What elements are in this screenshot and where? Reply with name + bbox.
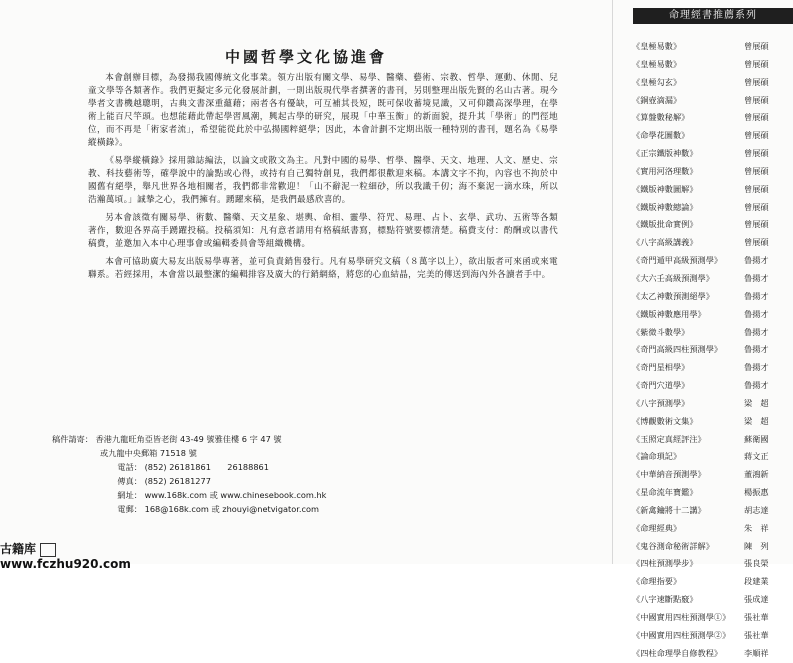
series-item-author: 段建業 xyxy=(744,576,769,587)
series-item-author: 曾展碩 xyxy=(744,201,769,212)
web-label: 網址： xyxy=(117,490,142,500)
series-item-author: 鲁揚才 xyxy=(744,362,769,373)
series-item[interactable] xyxy=(632,341,790,359)
series-item[interactable] xyxy=(632,306,790,324)
fax-label: 傳真： xyxy=(117,476,142,486)
series-item-author: 鲁揚才 xyxy=(744,326,769,337)
series-item-author: 曾展碩 xyxy=(744,41,769,51)
email-label: 電郵： xyxy=(117,504,142,514)
series-item-author: 曾展碩 xyxy=(744,130,769,141)
series-item-author: 梁 超 xyxy=(744,397,769,408)
series-item[interactable] xyxy=(632,56,790,74)
watermark-separator-icon xyxy=(40,543,56,557)
address-row xyxy=(52,432,572,446)
series-item[interactable] xyxy=(632,270,790,288)
series-item[interactable] xyxy=(632,627,790,645)
series-item-author: 胡志達 xyxy=(744,504,769,515)
paragraph-intro: 本會創辦目標，為發揚我國傳統文化事業。領方出版有關文學、易學、醫藥、藝術、宗教、哲學、運動、休閒、兒童文學等各類著作。我們更擬定多元化發展計劃，一則出版現代學者撰著的書刊，另則整理出版先賢的名山古著。現今學者文書機越聰明，古典文書深重蘊藉；兩者各有優缺，可互補其長短，既可保收蓄境見識，又可仰鑽高深學理，在學術上能百尺竿頭。也想能藉此帶起學習風潮，興起古學的研究，展現「中華玉衡」的新面貌，提升其「學術」的門徑地位，而不再是「術家者流」，希望能從此於中弘揚國粹絕學；因此，本會計劃不定期出版一種特別的書刊，題名為《易學縱橫錄》。 xyxy=(88,73,558,148)
fax-row xyxy=(52,474,572,488)
series-item[interactable] xyxy=(632,448,790,466)
series-item[interactable] xyxy=(632,395,790,413)
series-item[interactable] xyxy=(632,645,790,663)
email-row xyxy=(52,502,572,516)
series-item[interactable] xyxy=(632,431,790,449)
series-item-author: 曾展碩 xyxy=(744,148,769,159)
series-item-author: 鲁揚才 xyxy=(744,380,769,391)
series-item-title: 《博觀數術文集》 xyxy=(632,415,698,426)
series-item[interactable] xyxy=(632,199,790,217)
series-item-author: 張良榮 xyxy=(744,558,769,569)
series-item-title: 《命學花圖數》 xyxy=(632,130,690,141)
series-item-title: 《皇極勾玄》 xyxy=(632,76,682,87)
series-item-title: 《皇極易數》 xyxy=(632,41,682,51)
series-item[interactable] xyxy=(632,234,790,252)
series-item-title: 《玉照定真經評注》 xyxy=(632,433,706,444)
series-item[interactable] xyxy=(632,324,790,342)
series-item-title: 《命理指要》 xyxy=(632,576,682,587)
series-item-title: 《實用河洛理數》 xyxy=(632,165,698,176)
series-item-author: 曾展碩 xyxy=(744,219,769,230)
series-item-title: 《中華納音預測學》 xyxy=(632,469,706,480)
series-item-title: 《太乙神數預測絕學》 xyxy=(632,290,714,301)
series-item[interactable] xyxy=(632,252,790,270)
address-label: 稿件請寄： xyxy=(52,434,93,444)
series-item-title: 《大六壬高級預測學》 xyxy=(632,272,714,283)
paragraph-submissions: 另本會該徵有關易學、術數、醫藥、天文星象、堪輿、命相、靈學、符咒、易理、占卜、玄學、武功、五術等各類著作，數迎各界高手踴躍投稿。投稿須知：凡有意者請用有格稿紙書寫，標點符號要標清楚。稿費支付：酌酬或以書代稿費，並邀加入本中心理事會或編輯委員會等組織機構。 xyxy=(88,213,558,249)
series-item-author: 楊振惠 xyxy=(744,487,769,498)
address-line1: 香港九龍旺角亞皆老街 43-49 號雅佳樓 6 字 47 號 xyxy=(95,434,282,444)
series-item-title: 《鐵版神數總論》 xyxy=(632,201,698,212)
series-item[interactable] xyxy=(632,359,790,377)
series-item-author: 曾展碩 xyxy=(744,112,769,123)
phone-label: 電話： xyxy=(117,462,142,472)
series-item-author: 蘇衛國 xyxy=(744,433,769,444)
series-item-title: 《紫微斗數學》 xyxy=(632,326,690,337)
watermark-site-name: 古籍库 xyxy=(0,542,37,556)
series-item-author: 鲁揚才 xyxy=(744,290,769,301)
address-line2: 或九龍中央郵箱 71518 號 xyxy=(100,448,197,458)
email-link[interactable]: 168@168k.com 或 zhouyi@netvigator.com xyxy=(144,504,319,514)
series-item-author: 朱 祥 xyxy=(744,522,769,533)
series-item-title: 《中國實用四柱預測學①》 xyxy=(632,612,731,622)
series-item[interactable] xyxy=(632,109,790,127)
series-item[interactable] xyxy=(632,145,790,163)
series-item[interactable] xyxy=(632,555,790,573)
series-item-author: 李順祥 xyxy=(744,647,769,658)
fax-value: (852) 26181277 xyxy=(144,476,211,486)
contact-block xyxy=(52,432,572,516)
series-item-author: 梁 超 xyxy=(744,415,769,426)
series-item[interactable] xyxy=(632,92,790,110)
series-item-title: 《中國實用四柱預測學②》 xyxy=(632,629,731,640)
series-list xyxy=(632,38,790,663)
series-item[interactable] xyxy=(632,484,790,502)
series-item[interactable] xyxy=(632,466,790,484)
page-title: 中國哲學文化協進會 xyxy=(224,48,387,66)
series-item[interactable] xyxy=(632,609,790,627)
series-item-author: 鲁揚才 xyxy=(744,308,769,319)
paragraph-magazine: 《易學縱橫錄》採用雜誌編法，以論文或散文為主。凡對中國的易學、哲學、醫學、天文、地理、人文、歷史、宗教、科技藝術等，確學說中的論點或心得，或持有自己獨特創見，我們都很歡迎來稿。本講文字不拘，內容也不拘於中國舊有絕學，舉凡世界各地相關者，我們都非常歡迎！「山不辭泥一粒細砂，所以我識千仞；海不棄泥一滴水珠，所以浩瀚萬頃。」誠摯之心，我們擁有。踴躍來稿，是我們最感欣喜的。 xyxy=(88,156,558,205)
series-item-author: 鲁揚才 xyxy=(744,255,769,266)
series-item[interactable] xyxy=(632,38,790,56)
series-item[interactable] xyxy=(632,520,790,538)
series-item-author: 曾展碩 xyxy=(744,94,769,105)
series-item-author: 曾展碩 xyxy=(744,183,769,194)
series-item[interactable] xyxy=(632,573,790,591)
series-item[interactable] xyxy=(632,163,790,181)
series-item-title: 《八字預測學》 xyxy=(632,397,690,408)
series-item-title: 《算盤數秘解》 xyxy=(632,112,690,123)
series-item-title: 《四柱預測學步》 xyxy=(632,558,698,569)
series-item-title: 《奇門穴道學》 xyxy=(632,380,690,391)
series-header: 命理經書推薦系列 xyxy=(633,8,793,24)
series-item-author: 陳 列 xyxy=(744,540,769,551)
series-item[interactable] xyxy=(632,413,790,431)
web-link[interactable]: www.168k.com 或 www.chinesebook.com.hk xyxy=(144,490,327,500)
series-item[interactable] xyxy=(632,377,790,395)
series-item-title: 《正宗鐵版神數》 xyxy=(632,148,698,159)
series-item-title: 《命理經典》 xyxy=(632,522,682,533)
series-item-title: 《鬼谷測命秘術詳解》 xyxy=(632,540,714,551)
address-row-2 xyxy=(52,446,572,460)
series-item[interactable] xyxy=(632,591,790,609)
series-item[interactable] xyxy=(632,502,790,520)
paragraph-publishing: 本會可協助廣大易友出版易學專著，並可負責銷售發行。凡有易學研究文稿（８萬字以上），欲出版者可來函或來電聯系。若經採用，本會當以最整潔的編輯排容及廣大的行銷網絡，將您的心血結晶，完美的傳送到海內外各讀者手中。 xyxy=(88,257,558,280)
series-item-title: 《皇極易數》 xyxy=(632,58,682,69)
series-item-author: 張社華 xyxy=(744,629,769,640)
series-item-author: 張社華 xyxy=(744,612,769,622)
series-item[interactable] xyxy=(632,288,790,306)
series-item-title: 《鐵版神數圖解》 xyxy=(632,183,698,194)
series-item[interactable] xyxy=(632,74,790,92)
web-row xyxy=(52,488,572,502)
series-item-title: 《鐵版神數應用學》 xyxy=(632,308,706,319)
watermark-url[interactable]: www.fczhu920.com xyxy=(0,557,131,571)
series-item-title: 《星命流年寶鑑》 xyxy=(632,487,698,498)
document-body xyxy=(88,72,558,287)
series-item-author: 曾展碩 xyxy=(744,165,769,176)
series-item-title: 《奇門遁甲高級預測學》 xyxy=(632,255,723,266)
series-item[interactable] xyxy=(632,181,790,199)
phone-values: (852) 26181861 26188861 xyxy=(144,462,269,472)
series-item-author: 曾展碩 xyxy=(744,76,769,87)
series-item-title: 《奇門高級四柱預測學》 xyxy=(632,344,723,355)
series-item-author: 曾展碩 xyxy=(744,237,769,248)
series-item-title: 《奇門星相學》 xyxy=(632,362,690,373)
phone-row xyxy=(52,460,572,474)
series-item[interactable] xyxy=(632,538,790,556)
series-item-title: 《八字高級講義》 xyxy=(632,237,698,248)
series-item-author: 曾展碩 xyxy=(744,58,769,69)
series-item[interactable] xyxy=(632,216,790,234)
series-item-author: 張成達 xyxy=(744,594,769,605)
series-item-author: 鲁揚才 xyxy=(744,272,769,283)
series-item-author: 蔣文正 xyxy=(744,451,769,462)
series-item-author: 鲁揚才 xyxy=(744,344,769,355)
series-item-title: 《鐵版批命實例》 xyxy=(632,219,698,230)
series-item-title: 《四柱命理學自修教程》 xyxy=(632,647,723,658)
series-item[interactable] xyxy=(632,127,790,145)
series-item-author: 董鴻新 xyxy=(744,469,769,480)
series-item-title: 《八字速斷點竅》 xyxy=(632,594,698,605)
watermark xyxy=(0,540,190,571)
series-item-title: 《銅壺滴漏》 xyxy=(632,94,682,105)
series-item-title: 《論命瑣記》 xyxy=(632,451,682,462)
series-item-title: 《新禽鑰將十二講》 xyxy=(632,504,706,515)
